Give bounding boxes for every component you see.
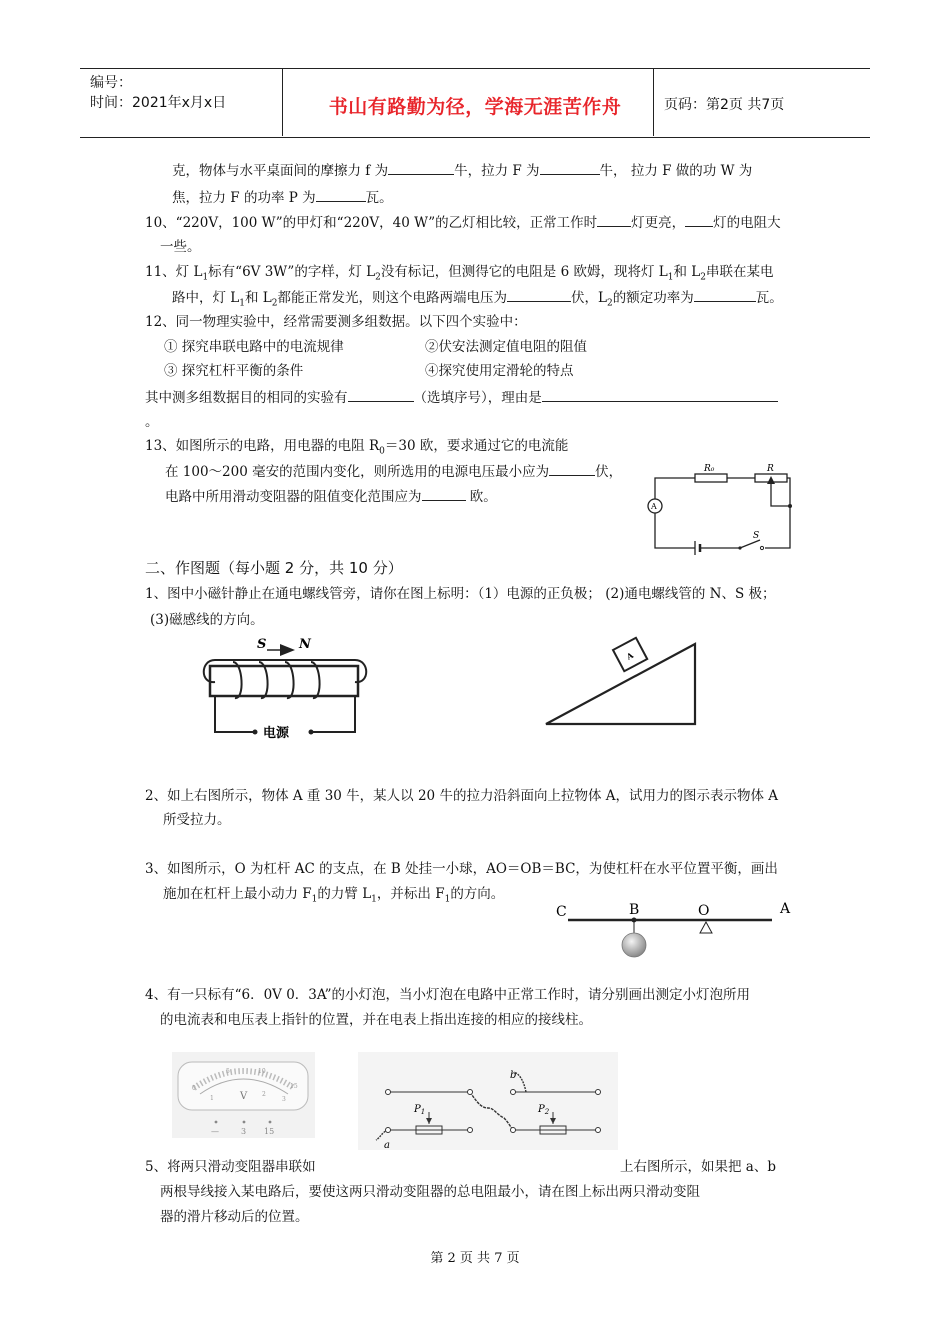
label-p1: $P_1$ bbox=[414, 1104, 426, 1116]
q13-line3: 电路中所用滑动变阻器的阻值变化范围应为 欧。 bbox=[165, 486, 497, 507]
label-block-a: A bbox=[624, 649, 635, 662]
d2-line2: 所受拉力。 bbox=[163, 812, 231, 828]
label-n: N bbox=[299, 637, 311, 652]
compass-needle bbox=[280, 644, 295, 656]
label-power-source: 电源 bbox=[263, 726, 290, 741]
answer-blank[interactable] bbox=[316, 187, 366, 202]
voltmeter-diagram bbox=[172, 1052, 315, 1138]
answer-blank[interactable] bbox=[685, 212, 713, 227]
q12-line4: 其中测多组数据目的相同的实验有 （选填序号），理由是 bbox=[145, 387, 778, 408]
switch-lever bbox=[740, 540, 760, 548]
q12-option-4: ④探究使用定滑轮的特点 bbox=[425, 363, 574, 379]
resistor-r0 bbox=[695, 474, 727, 482]
q13-line1: 13、如图所示的电路，用电器的电阻 $R_0=30$ 欧，要求通过它的电流能 bbox=[145, 438, 569, 457]
d5-line3: 器的滑片移动后的位置。 bbox=[160, 1209, 309, 1225]
scale-5: 5 bbox=[226, 1068, 230, 1075]
inclined-plane-diagram bbox=[540, 640, 705, 730]
inner-scale-2: 2 bbox=[262, 1091, 266, 1098]
section-title: 二、作图题（每小题 2 分，共 10 分） bbox=[145, 559, 403, 577]
d3-line2: 施加在杠杆上最小动力 $F_1$的力臂 $L_1$，并标出 $F_1$的方向。 bbox=[163, 886, 505, 905]
q12-option-3: ③ 探究杠杆平衡的条件 bbox=[164, 363, 304, 379]
terminal-15[interactable]: 15 bbox=[264, 1127, 275, 1136]
header-divider bbox=[282, 68, 283, 136]
answer-blank[interactable] bbox=[422, 486, 466, 501]
scale-0: 0 bbox=[192, 1085, 196, 1092]
label-wire-a: a bbox=[384, 1140, 390, 1151]
answer-blank[interactable] bbox=[507, 287, 571, 302]
terminal-minus[interactable]: — bbox=[211, 1127, 219, 1136]
terminal-3[interactable]: 3 bbox=[241, 1127, 247, 1136]
label-o: O bbox=[698, 903, 710, 919]
label-p2: $P_2$ bbox=[538, 1104, 550, 1116]
answer-blank[interactable] bbox=[549, 461, 595, 476]
figure-background bbox=[358, 1052, 618, 1150]
motto: 书山有路勤为径，学海无涯苦作舟 bbox=[328, 96, 622, 118]
d2-line1: 2、如上右图所示，物体 A 重 30 牛，某人以 20 牛的拉力沿斜面向上拉物体 A，试用力的图示表示物体 A bbox=[145, 788, 779, 804]
d4-line2: 的电流表和电压表上指针的位置，并在电表上指出连接的相应的接线柱。 bbox=[160, 1012, 592, 1028]
time-label: 时间：2021年x月x日 bbox=[90, 95, 227, 111]
answer-blank[interactable] bbox=[540, 160, 600, 175]
page-footer: 第 2 页 共 7 页 bbox=[430, 1251, 520, 1266]
d5-line1b: 上右图所示，如果把 a、b bbox=[620, 1159, 776, 1175]
rheostats-diagram bbox=[358, 1052, 618, 1150]
header-meta bbox=[90, 73, 226, 113]
q9-line2: 焦，拉力 F 的功率 P 为 瓦。 bbox=[172, 187, 393, 208]
lever-diagram bbox=[550, 898, 810, 960]
q11-line1: 11、灯 $L_1$标有“6V 3W”的字样，灯 $L_2$没有标记，但测得它的电阻是 6 欧姆，现将灯 $L_1$和 $L_2$串联在某电 bbox=[145, 264, 774, 283]
d5-line1a: 5、将两只滑动变阻器串联如 bbox=[145, 1159, 316, 1175]
field-loop bbox=[204, 660, 367, 682]
q12-line5: 。 bbox=[145, 414, 159, 430]
d1-line2: (3)磁感线的方向。 bbox=[150, 612, 264, 628]
hanging-ball bbox=[622, 933, 646, 957]
fulcrum-icon bbox=[700, 922, 712, 933]
meter-unit: V bbox=[240, 1091, 248, 1102]
page-label: 页码：第2页 共7页 bbox=[664, 97, 785, 113]
scale-15: 15 bbox=[290, 1083, 298, 1090]
answer-blank[interactable] bbox=[388, 160, 454, 175]
q12-option-1: ① 探究串联电路中的电流规律 bbox=[164, 339, 344, 355]
q11-line2: 路中，灯 $L_1$和 $L_2$都能正常发光，则这个电路两端电压为 伏，$L_2$的额定功率为 瓦。 bbox=[172, 287, 783, 314]
d4-line1: 4、有一只标有“6．0V 0．3A”的小灯泡，当小灯泡在电路中正常工作时，请分别画出测定小灯泡所用 bbox=[145, 987, 751, 1003]
scale-10: 10 bbox=[258, 1068, 266, 1075]
answer-blank[interactable] bbox=[348, 387, 414, 402]
label-r0: R₀ bbox=[704, 464, 715, 474]
q13-line2: 在 100～200 毫安的范围内变化，则所选用的电源电压最小应为 伏， bbox=[165, 461, 622, 482]
q10-line1: 10、“220V，100 W”的甲灯和“220V，40 W”的乙灯相比较，正常工作时 灯更亮， 灯的电阻大 bbox=[145, 212, 781, 233]
answer-blank[interactable] bbox=[597, 212, 631, 227]
q12-option-2: ②伏安法测定值电阻的阻值 bbox=[425, 339, 587, 355]
d3-line1: 3、如图所示，O 为杠杆 AC 的支点，在 B 处挂一小球，AO＝OB＝BC，为使杠杆在水平位置平衡，画出 bbox=[145, 861, 778, 877]
q10-line2: 一些。 bbox=[160, 239, 201, 255]
label-s: S bbox=[257, 637, 267, 652]
header-divider bbox=[653, 68, 654, 136]
inner-scale-3: 3 bbox=[282, 1096, 286, 1103]
label-a: A bbox=[780, 901, 791, 917]
answer-blank[interactable] bbox=[694, 287, 756, 302]
label-wire-b: b bbox=[510, 1070, 517, 1081]
answer-blank[interactable] bbox=[542, 387, 778, 402]
label-switch: S bbox=[753, 531, 760, 541]
q12-intro: 12、同一物理实验中，经常需要测多组数据。以下四个实验中： bbox=[145, 314, 527, 330]
code-label: 编号： bbox=[90, 75, 132, 91]
solenoid-core bbox=[210, 666, 358, 696]
solenoid-diagram bbox=[195, 632, 375, 744]
label-ammeter: A bbox=[651, 502, 657, 511]
inner-scale-1: 1 bbox=[210, 1095, 214, 1102]
q9-line1: 克，物体与水平桌面间的摩擦力 f 为 牛，拉力 F 为 牛， 拉力 F 做的功 W 为 bbox=[172, 160, 752, 181]
label-r: R bbox=[767, 464, 774, 474]
label-c: C bbox=[556, 904, 567, 920]
label-b: B bbox=[629, 902, 640, 918]
d1-line1: 1、图中小磁针静止在通电螺线管旁，请你在图上标明：（1）电源的正负极； (2)通电螺线管的 N、S 极； bbox=[145, 586, 776, 602]
q13-circuit-diagram bbox=[640, 460, 810, 560]
d5-line2: 两根导线接入某电路后，要使这两只滑动变阻器的总电阻最小，请在图上标出两只滑动变阻 bbox=[160, 1184, 700, 1200]
